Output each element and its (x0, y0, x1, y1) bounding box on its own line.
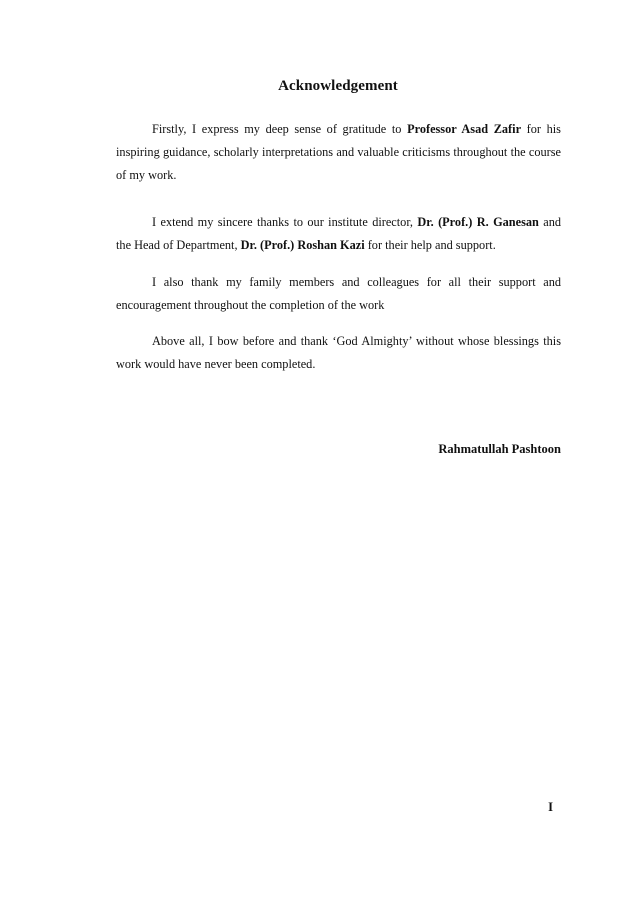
paragraph-text: Above all, I bow before and thank ‘God Almighty’ without whose blessings this work would have never been completed. (116, 334, 561, 371)
paragraph-text: and the Head of Department, (116, 215, 562, 252)
signature-name: Rahmatullah Pashtoon (438, 442, 561, 456)
paragraph-thanks-director (116, 211, 561, 257)
director-name: Dr. (Prof.) R. Ganesan (417, 215, 539, 229)
paragraph-family (116, 271, 561, 317)
page-title: Acknowledgement (278, 78, 398, 94)
paragraph-text: Firstly, I express my deep sense of gratitude to (152, 122, 408, 136)
paragraph-gratitude (116, 118, 561, 187)
paragraph-text: for his inspiring guidance, scholarly interpretations and valuable criticisms throughout the course of my work. (116, 122, 561, 182)
page-number: I (548, 800, 553, 814)
paragraph-god (116, 330, 561, 376)
paragraph-text: for their help and support. (364, 238, 496, 252)
paragraph-text: I also thank my family members and colleagues for all their support and encouragement throughout the completion of the work (116, 275, 561, 312)
hod-name: Dr. (Prof.) Roshan Kazi (240, 238, 365, 252)
paragraph-text: I extend my sincere thanks to our institute director, (152, 215, 418, 229)
professor-name: Professor Asad Zafir (407, 122, 522, 136)
